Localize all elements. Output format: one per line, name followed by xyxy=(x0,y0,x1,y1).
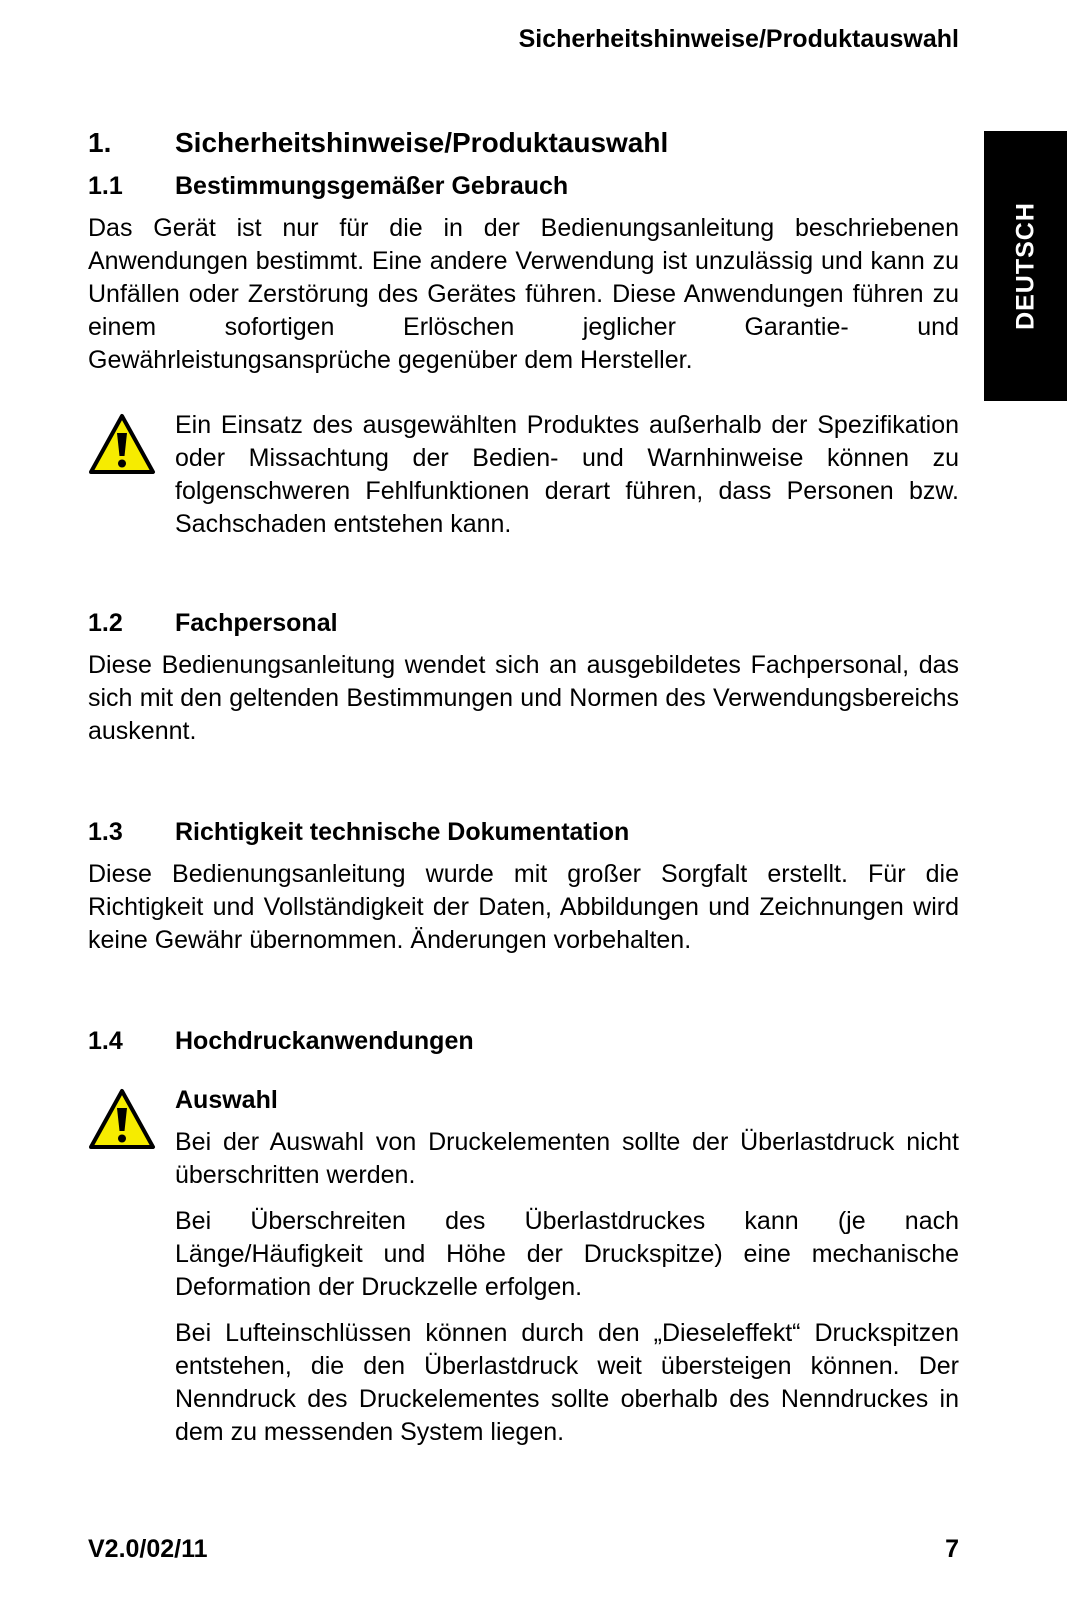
section-number: 1.4 xyxy=(88,1027,123,1055)
chapter-number: 1. xyxy=(88,127,112,158)
chapter-heading xyxy=(88,120,959,166)
warning-block xyxy=(88,409,959,541)
section-number: 1.1 xyxy=(88,172,123,200)
section-paragraph: Diese Bedienungsanleitung wurde mit großer Sorgfalt erstellt. Für die Richtigkeit und Vollständigkeit der Daten, Abbildungen und Zeichnungen wird keine Gewähr übernommen. Änderungen vorbehalten. xyxy=(88,860,959,954)
section-paragraph: Bei Lufteinschlüssen können durch den „Dieseleffekt“ Druckspitzen entstehen, die den Überlastdruck weit übersteigen können. Der Nenndruck des Druckelementes sollte oberhalb des Nenndruckes in dem zu messenden System liegen. xyxy=(175,1319,959,1446)
subsection-title: Auswahl xyxy=(175,1086,278,1114)
warning-text: Ein Einsatz des ausgewählten Produktes außerhalb der Spezifikation oder Missachtung der Bedien- und Warnhinweise können zu folgenschweren Fehlfunktionen derart führen, dass Personen bzw. Sachschaden entstehen kann. xyxy=(175,411,959,538)
section-heading xyxy=(88,1025,959,1058)
section-paragraph: Diese Bedienungsanleitung wendet sich an ausgebildetes Fachpersonal, das sich mit den geltenden Bestimmungen und Normen des Verwendungsbereichs auskennt. xyxy=(88,651,959,745)
section-heading xyxy=(88,170,959,203)
section-title: Bestimmungsgemäßer Gebrauch xyxy=(175,172,569,200)
section-paragraph: Bei Überschreiten des Überlastdruckes kann (je nach Länge/Häufigkeit und Höhe der Druckspitze) eine mechanische Deformation der Druckzelle erfolgen. xyxy=(175,1207,959,1301)
footer-page-number: 7 xyxy=(945,1535,959,1563)
language-tab xyxy=(984,131,1067,401)
page-content xyxy=(88,120,959,1449)
warning-block xyxy=(88,1084,959,1449)
warning-triangle-icon xyxy=(88,1088,156,1150)
section-paragraph: Bei der Auswahl von Druckelementen sollte der Überlastdruck nicht überschritten werden. xyxy=(175,1128,959,1189)
footer-version: V2.0/02/11 xyxy=(88,1535,208,1563)
chapter-title: Sicherheitshinweise/Produktauswahl xyxy=(175,127,669,158)
section-heading xyxy=(88,816,959,849)
section-number: 1.2 xyxy=(88,609,123,637)
warning-triangle-icon xyxy=(88,413,156,475)
section-heading xyxy=(88,607,959,640)
running-header: Sicherheitshinweise/Produktauswahl xyxy=(518,25,959,53)
section-title: Fachpersonal xyxy=(175,609,338,637)
section-title: Hochdruckanwendungen xyxy=(175,1027,474,1055)
section-number: 1.3 xyxy=(88,818,123,846)
section-paragraph: Das Gerät ist nur für die in der Bedienungsanleitung beschriebenen Anwendungen bestimmt. Eine andere Verwendung ist unzulässig und kann zu Unfällen oder Zerstörung des Gerätes führen. Diese Anwendungen führen zu einem sofortigen Erlöschen jeglicher Garantie- und Gewährleistungsansprüche gegenüber dem Hersteller. xyxy=(88,214,959,374)
language-tab-label: DEUTSCH xyxy=(1011,202,1039,330)
section-title: Richtigkeit technische Dokumentation xyxy=(175,818,630,846)
